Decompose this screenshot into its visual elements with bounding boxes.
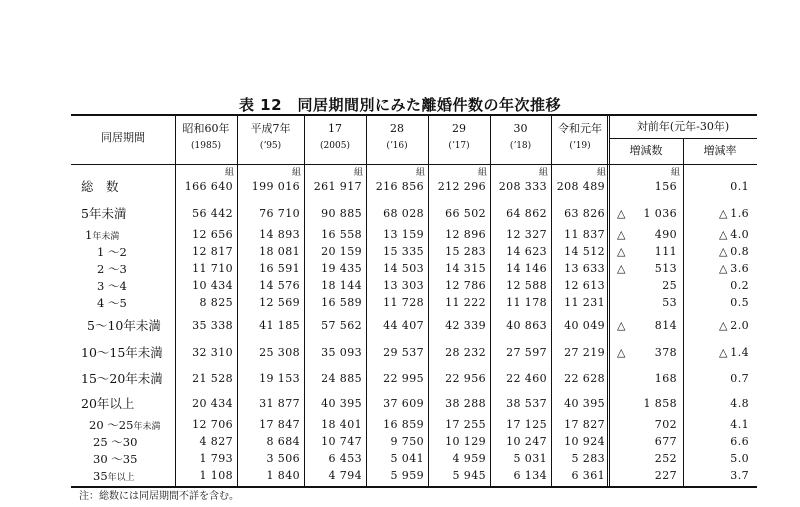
value-cell: 5 041	[390, 452, 424, 465]
value-cell: 41 185	[259, 319, 300, 332]
value-cell: 27 597	[506, 346, 547, 359]
value-cell: 16 589	[321, 296, 362, 309]
negative-mark: △	[719, 207, 728, 220]
value-cell: 18 144	[321, 279, 362, 292]
row-label	[93, 435, 137, 449]
value-cell: 1 840	[266, 469, 300, 482]
value-cell: 31 877	[259, 397, 300, 410]
row-label	[85, 228, 119, 244]
row-label	[97, 245, 127, 259]
row-label-text: 2 ～3	[97, 262, 127, 276]
value-cell: 11 728	[383, 296, 424, 309]
value-cell: 216 856	[375, 180, 424, 193]
row-label-text: 総 数	[81, 179, 119, 194]
value-cell: 90 885	[321, 207, 362, 220]
negative-mark: △	[719, 228, 728, 241]
change-count-cell: 1 858	[643, 397, 677, 410]
value-cell: 66 502	[445, 207, 486, 220]
header-year: 30	[513, 122, 528, 135]
value-cell: 14 893	[259, 228, 300, 241]
value-cell: 24 885	[321, 372, 362, 385]
value-cell: 32 310	[192, 346, 233, 359]
header-change-rate: 増減率	[703, 144, 737, 157]
value-cell: 1 108	[199, 469, 233, 482]
row-label-suffix: 年未満	[133, 422, 161, 432]
row-label-text: 15～20年未満	[81, 371, 163, 386]
change-rate-cell: 0.2	[730, 279, 749, 292]
row-label	[81, 207, 126, 221]
row-label-text: 35	[93, 469, 108, 483]
value-cell: 19 153	[259, 372, 300, 385]
header-change-count: 増減数	[629, 144, 663, 157]
header-year: 平成7年	[250, 122, 291, 135]
row-label-text: 25 ～30	[93, 435, 138, 449]
header-year-ref: (2005)	[320, 141, 350, 151]
change-count-cell: 25	[662, 279, 677, 292]
row-label	[81, 346, 163, 360]
change-count-cell: 156	[654, 180, 677, 193]
value-cell: 11 231	[564, 296, 605, 309]
value-cell: 40 049	[564, 319, 605, 332]
value-cell: 40 395	[564, 397, 605, 410]
header-comparison: 対前年(元年-30年)	[636, 120, 730, 133]
value-cell: 35 093	[321, 346, 362, 359]
negative-mark: △	[617, 245, 626, 258]
value-cell: 14 576	[259, 279, 300, 292]
header-year-ref: (ʼ18)	[509, 141, 532, 151]
rule-vertical	[607, 114, 608, 488]
row-label-text: 5～10年未満	[87, 318, 161, 333]
value-cell: 11 710	[192, 262, 233, 275]
row-label-text: 20 ～25	[89, 418, 134, 432]
unit-label: 組	[596, 168, 606, 178]
value-cell: 10 924	[564, 435, 605, 448]
row-label	[89, 418, 160, 434]
value-cell: 9 750	[390, 435, 424, 448]
value-cell: 166 640	[184, 180, 233, 193]
row-label-text: 3 ～4	[97, 279, 127, 293]
value-cell: 18 081	[259, 245, 300, 258]
negative-mark: △	[617, 207, 626, 220]
value-cell: 5 945	[452, 469, 486, 482]
value-cell: 13 633	[564, 262, 605, 275]
value-cell: 8 825	[199, 296, 233, 309]
value-cell: 20 434	[192, 397, 233, 410]
header-period: 同居期間	[101, 131, 145, 144]
divorce-table	[71, 114, 757, 488]
value-cell: 10 434	[192, 279, 233, 292]
negative-mark: △	[719, 319, 728, 332]
unit-label: 組	[538, 168, 548, 178]
value-cell: 19 435	[321, 262, 362, 275]
value-cell: 14 512	[564, 245, 605, 258]
header-year-ref: (1985)	[191, 141, 221, 151]
change-count-cell: 252	[654, 452, 677, 465]
header-year-ref: (ʼ16)	[386, 141, 408, 151]
value-cell: 11 837	[564, 228, 605, 241]
value-cell: 17 827	[564, 418, 605, 431]
change-count-cell: 111	[654, 245, 677, 258]
change-rate-cell: 0.1	[730, 180, 749, 193]
negative-mark: △	[719, 346, 728, 359]
value-cell: 5 959	[390, 469, 424, 482]
value-cell: 13 159	[383, 228, 424, 241]
change-count-cell: 814	[654, 319, 677, 332]
value-cell: 44 407	[383, 319, 424, 332]
header-year: 令和元年	[558, 122, 602, 135]
change-rate-cell: 0.5	[730, 296, 749, 309]
unit-label: 組	[670, 168, 680, 178]
value-cell: 15 283	[445, 245, 486, 258]
change-rate-cell: 4.8	[730, 397, 749, 410]
row-label	[87, 319, 161, 333]
value-cell: 40 395	[321, 397, 362, 410]
header-year-ref: (ʼ17)	[448, 141, 470, 151]
row-label-text: 1	[85, 228, 93, 242]
value-cell: 76 710	[259, 207, 300, 220]
value-cell: 17 847	[259, 418, 300, 431]
change-count-cell: 702	[654, 418, 677, 431]
row-label	[97, 262, 127, 276]
header-year-ref: (ʼ19)	[569, 141, 591, 151]
table-title: 表 12 同居期間別にみた離婚件数の年次推移	[238, 96, 562, 114]
footnote: 注：総数には同居期間不詳を含む。	[79, 491, 239, 502]
unit-label: 組	[224, 168, 234, 178]
change-rate-cell: 3.6	[730, 262, 749, 275]
change-count-cell: 53	[662, 296, 677, 309]
row-label-text: 20年以上	[81, 396, 135, 411]
row-label	[97, 279, 127, 293]
row-label-text: 5年未満	[81, 206, 127, 221]
negative-mark: △	[617, 346, 626, 359]
value-cell: 22 628	[564, 372, 605, 385]
value-cell: 199 016	[251, 180, 300, 193]
value-cell: 22 956	[445, 372, 486, 385]
value-cell: 5 283	[571, 452, 605, 465]
header-year: 28	[390, 122, 404, 135]
value-cell: 5 031	[513, 452, 547, 465]
row-label-text: 10～15年未満	[81, 345, 163, 360]
value-cell: 14 503	[383, 262, 424, 275]
value-cell: 37 609	[383, 397, 424, 410]
row-label	[97, 296, 127, 310]
value-cell: 208 333	[498, 180, 547, 193]
change-count-cell: 378	[654, 346, 677, 359]
value-cell: 12 786	[445, 279, 486, 292]
value-cell: 64 862	[506, 207, 547, 220]
value-cell: 11 178	[506, 296, 547, 309]
value-cell: 16 591	[259, 262, 300, 275]
value-cell: 261 917	[313, 180, 362, 193]
value-cell: 40 863	[506, 319, 547, 332]
unit-label: 組	[415, 168, 425, 178]
value-cell: 57 562	[321, 319, 362, 332]
value-cell: 28 232	[445, 346, 486, 359]
change-count-cell: 490	[654, 228, 677, 241]
row-label-suffix: 年未満	[92, 232, 120, 242]
value-cell: 12 817	[192, 245, 233, 258]
row-label-text: 4 ～5	[97, 296, 127, 310]
row-label-text: 30 ～35	[93, 452, 138, 466]
change-rate-cell: 1.4	[730, 346, 749, 359]
value-cell: 38 288	[445, 397, 486, 410]
value-cell: 10 129	[445, 435, 486, 448]
change-rate-cell: 6.6	[730, 435, 749, 448]
row-label	[93, 469, 135, 485]
value-cell: 14 623	[506, 245, 547, 258]
change-count-cell: 168	[654, 372, 677, 385]
change-rate-cell: 4.0	[730, 228, 749, 241]
value-cell: 22 995	[383, 372, 424, 385]
value-cell: 3 506	[266, 452, 300, 465]
value-cell: 12 613	[564, 279, 605, 292]
value-cell: 6 134	[513, 469, 547, 482]
value-cell: 10 747	[321, 435, 362, 448]
change-rate-cell: 3.7	[730, 469, 749, 482]
value-cell: 12 327	[506, 228, 547, 241]
value-cell: 4 827	[199, 435, 233, 448]
value-cell: 208 489	[556, 180, 605, 193]
header-year: 昭和60年	[182, 122, 230, 135]
row-label-text: 1 ～2	[97, 245, 127, 259]
change-rate-cell: 5.0	[730, 452, 749, 465]
negative-mark: △	[719, 262, 728, 275]
value-cell: 18 401	[321, 418, 362, 431]
negative-mark: △	[719, 245, 728, 258]
value-cell: 25 308	[259, 346, 300, 359]
negative-mark: △	[617, 319, 626, 332]
value-cell: 35 338	[192, 319, 233, 332]
header-year-ref: (ʼ95)	[259, 141, 282, 151]
change-count-cell: 513	[654, 262, 677, 275]
row-label	[81, 372, 163, 386]
change-rate-cell: 4.1	[730, 418, 749, 431]
value-cell: 27 219	[564, 346, 605, 359]
change-count-cell: 677	[654, 435, 677, 448]
negative-mark: △	[617, 262, 626, 275]
change-count-cell: 1 036	[643, 207, 677, 220]
row-label	[93, 452, 137, 466]
negative-mark: △	[617, 228, 626, 241]
header-year: 29	[452, 122, 466, 135]
change-rate-cell: 1.6	[730, 207, 749, 220]
value-cell: 4 959	[452, 452, 486, 465]
value-cell: 68 028	[383, 207, 424, 220]
value-cell: 8 684	[266, 435, 300, 448]
unit-label: 組	[477, 168, 487, 178]
value-cell: 12 706	[192, 418, 233, 431]
rule-horizontal	[71, 164, 757, 165]
row-label	[81, 397, 134, 411]
change-rate-cell: 0.8	[730, 245, 749, 258]
value-cell: 17 125	[506, 418, 547, 431]
value-cell: 63 826	[564, 207, 605, 220]
header-year: 17	[328, 122, 342, 135]
value-cell: 1 793	[199, 452, 233, 465]
value-cell: 13 303	[383, 279, 424, 292]
value-cell: 11 222	[445, 296, 486, 309]
value-cell: 212 296	[437, 180, 486, 193]
value-cell: 10 247	[506, 435, 547, 448]
value-cell: 20 159	[321, 245, 362, 258]
value-cell: 12 569	[259, 296, 300, 309]
change-count-cell: 227	[654, 469, 677, 482]
value-cell: 38 537	[506, 397, 547, 410]
value-cell: 17 255	[445, 418, 486, 431]
value-cell: 42 339	[445, 319, 486, 332]
value-cell: 6 453	[328, 452, 362, 465]
unit-label: 組	[353, 168, 363, 178]
value-cell: 4 794	[328, 469, 362, 482]
value-cell: 16 558	[321, 228, 362, 241]
change-rate-cell: 2.0	[730, 319, 749, 332]
value-cell: 29 537	[383, 346, 424, 359]
row-label	[81, 180, 119, 194]
value-cell: 12 588	[506, 279, 547, 292]
value-cell: 6 361	[571, 469, 605, 482]
value-cell: 12 656	[192, 228, 233, 241]
value-cell: 16 859	[383, 418, 424, 431]
value-cell: 15 335	[383, 245, 424, 258]
value-cell: 14 146	[506, 262, 547, 275]
unit-label: 組	[291, 168, 301, 178]
value-cell: 21 528	[192, 372, 233, 385]
value-cell: 14 315	[445, 262, 486, 275]
value-cell: 56 442	[192, 207, 233, 220]
row-label-suffix: 年以上	[107, 473, 135, 483]
rule-horizontal	[71, 114, 757, 116]
value-cell: 22 460	[506, 372, 547, 385]
value-cell: 12 896	[445, 228, 486, 241]
change-rate-cell: 0.7	[730, 372, 749, 385]
